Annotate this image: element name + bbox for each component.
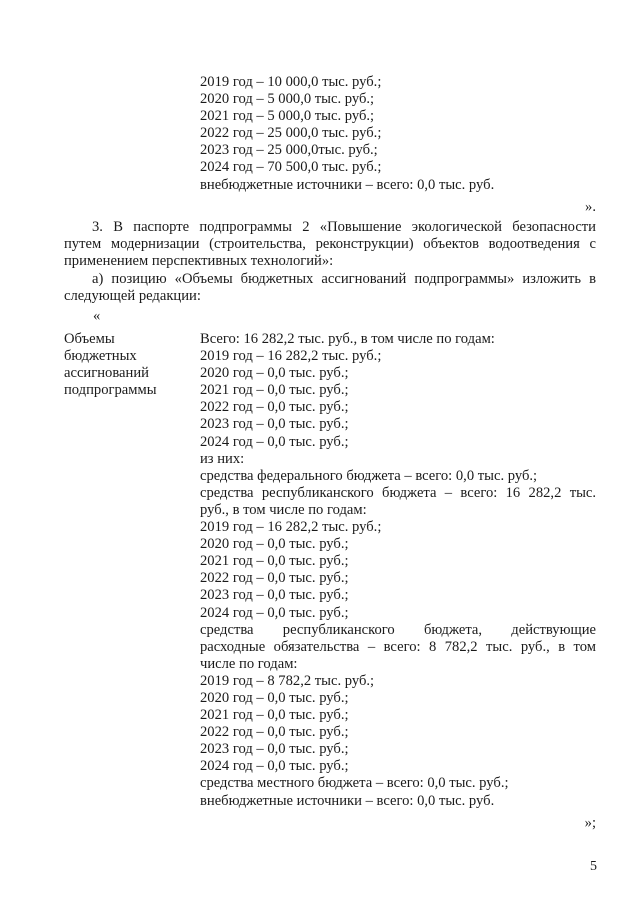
closing-quote: ». bbox=[585, 199, 596, 215]
value-line: 2020 год – 0,0 тыс. руб.; bbox=[200, 689, 349, 706]
value-line: 2024 год – 0,0 тыс. руб.; bbox=[200, 758, 349, 775]
closing-quote: »; bbox=[584, 815, 596, 831]
paragraph-line: следующей редакции: bbox=[64, 288, 201, 305]
value-line: средства федерального бюджета – всего: 0,0 тыс. руб.; bbox=[200, 467, 538, 484]
paragraph-3 bbox=[64, 219, 596, 270]
list-item: внебюджетные источники – всего: 0,0 тыс. руб. bbox=[200, 176, 495, 193]
value-line: расходные обязательства – всего: 8 782,2 тыс. руб., в том bbox=[200, 638, 596, 655]
value-line: средства местного бюджета – всего: 0,0 тыс. руб.; bbox=[200, 775, 509, 792]
value-line: 2021 год – 0,0 тыс. руб.; bbox=[200, 707, 349, 724]
paragraph-line: 3. В паспорте подпрограммы 2 «Повышение экологической безопасности bbox=[92, 219, 596, 235]
value-line: Всего: 16 282,2 тыс. руб., в том числе по годам: bbox=[200, 331, 495, 347]
table-value-cell bbox=[200, 331, 596, 810]
value-line: из них: bbox=[200, 450, 245, 467]
paragraph-line: применением перспективных технологий»: bbox=[64, 253, 334, 270]
label-line: подпрограммы bbox=[64, 382, 157, 399]
value-line: 2022 год – 0,0 тыс. руб.; bbox=[200, 570, 349, 587]
table-label-cell bbox=[64, 331, 157, 399]
value-line: 2021 год – 0,0 тыс. руб.; bbox=[200, 553, 349, 570]
list-item: 2020 год – 5 000,0 тыс. руб.; bbox=[200, 91, 375, 108]
value-line: 2020 год – 0,0 тыс. руб.; bbox=[200, 536, 349, 553]
label-line: Объемы bbox=[64, 331, 115, 347]
value-line: средства республиканского бюджета, действующие bbox=[200, 621, 596, 638]
list-item: 2019 год – 10 000,0 тыс. руб.; bbox=[200, 74, 382, 90]
list-item: 2024 год – 70 500,0 тыс. руб.; bbox=[200, 159, 382, 176]
label-line: ассигнований bbox=[64, 365, 149, 382]
value-line: 2023 год – 0,0 тыс. руб.; bbox=[200, 587, 349, 604]
value-line: 2019 год – 16 282,2 тыс. руб.; bbox=[200, 519, 382, 536]
label-line: бюджетных bbox=[64, 348, 137, 365]
value-line: 2019 год – 16 282,2 тыс. руб.; bbox=[200, 348, 382, 365]
value-line: 2022 год – 0,0 тыс. руб.; bbox=[200, 399, 349, 416]
value-line: 2022 год – 0,0 тыс. руб.; bbox=[200, 724, 349, 741]
page-number: 5 bbox=[590, 859, 597, 874]
paragraph-line: а) позицию «Объемы бюджетных ассигнований подпрограммы» изложить в bbox=[92, 271, 596, 287]
value-line: 2023 год – 0,0 тыс. руб.; bbox=[200, 416, 349, 433]
value-line: 2019 год – 8 782,2 тыс. руб.; bbox=[200, 672, 375, 689]
list-item: 2022 год – 25 000,0 тыс. руб.; bbox=[200, 125, 382, 142]
value-line: внебюджетные источники – всего: 0,0 тыс. руб. bbox=[200, 792, 495, 809]
funding-list-top bbox=[200, 74, 494, 194]
paragraph-a bbox=[64, 271, 596, 305]
list-item: 2021 год – 5 000,0 тыс. руб.; bbox=[200, 108, 375, 125]
paragraph-line: путем модернизации (строительства, реконструкции) объектов водоотведения с bbox=[64, 236, 596, 253]
value-line: числе по годам: bbox=[200, 655, 298, 672]
list-item: 2023 год – 25 000,0тыс. руб.; bbox=[200, 142, 378, 159]
value-line: средства республиканского бюджета – всего: 16 282,2 тыс. bbox=[200, 484, 596, 501]
value-line: 2020 год – 0,0 тыс. руб.; bbox=[200, 365, 349, 382]
value-line: 2024 год – 0,0 тыс. руб.; bbox=[200, 604, 349, 621]
value-line: 2021 год – 0,0 тыс. руб.; bbox=[200, 382, 349, 399]
value-line: 2023 год – 0,0 тыс. руб.; bbox=[200, 741, 349, 758]
opening-quote: « bbox=[93, 308, 101, 324]
value-line: 2024 год – 0,0 тыс. руб.; bbox=[200, 433, 349, 450]
value-line: руб., в том числе по годам: bbox=[200, 501, 367, 518]
